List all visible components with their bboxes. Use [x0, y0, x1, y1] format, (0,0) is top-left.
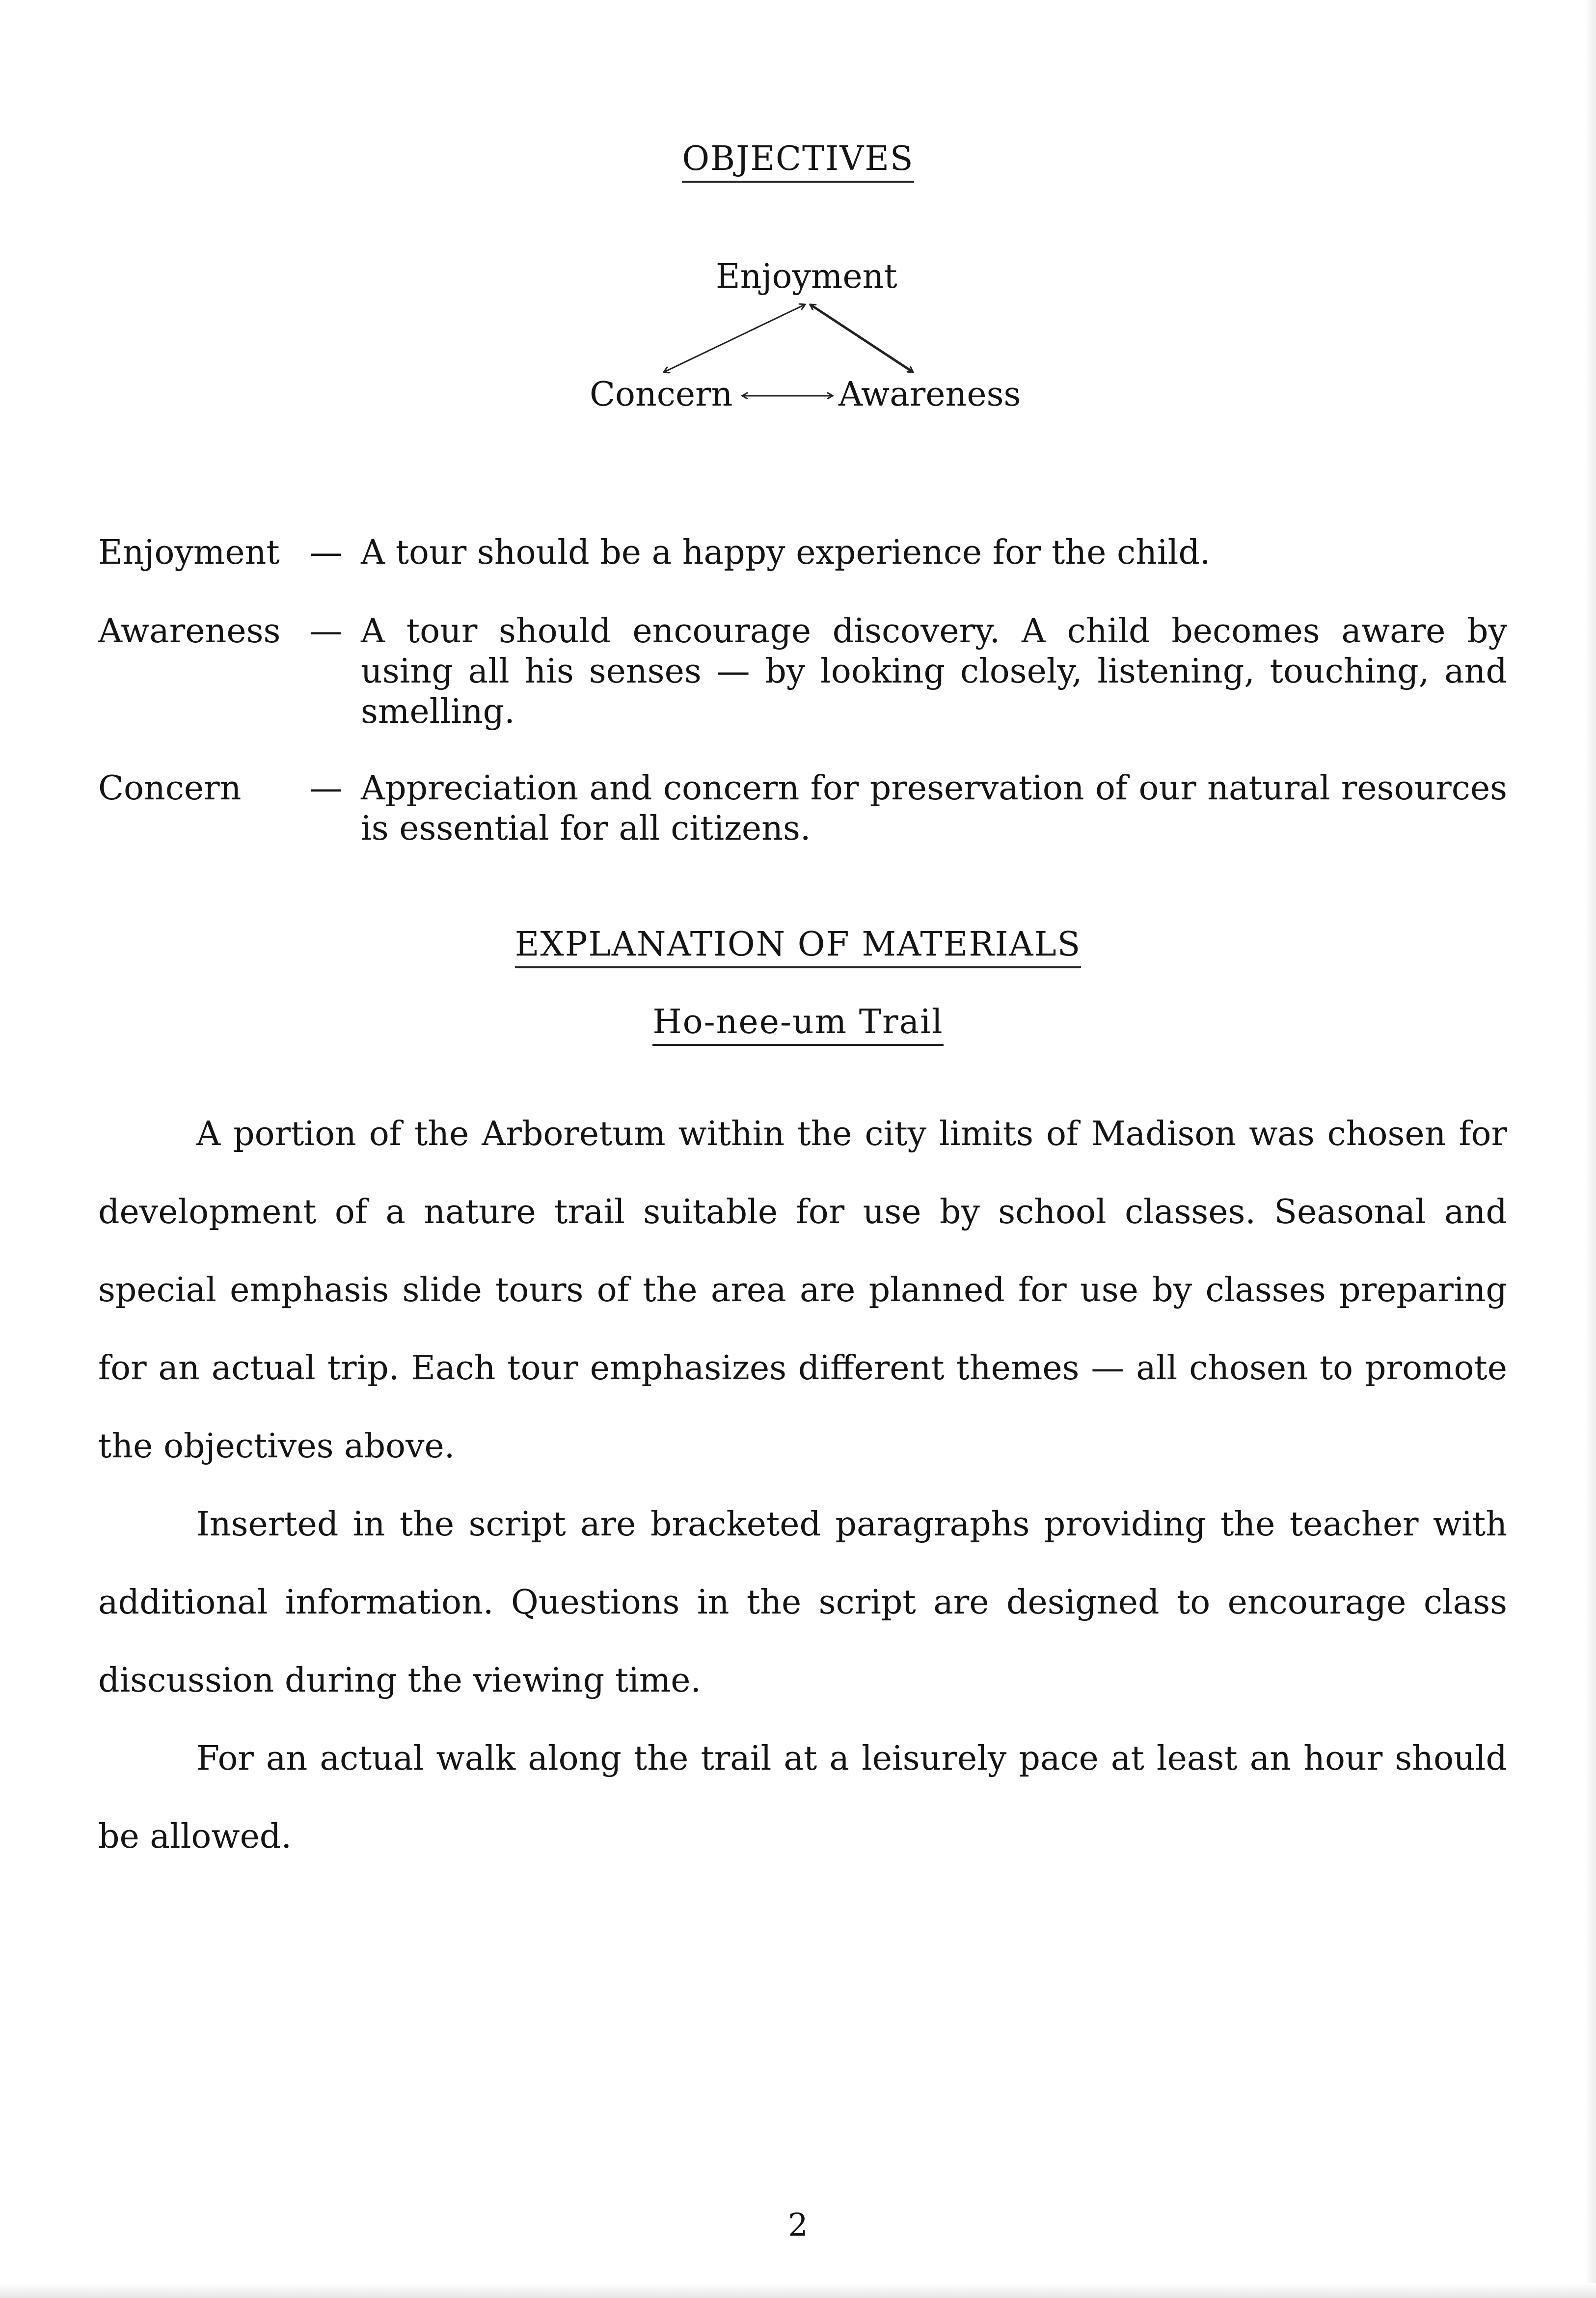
definition-text: A tour should be a happy experience for the child. — [361, 533, 1211, 572]
page-bottom-shadow — [0, 2283, 1596, 2298]
trail-subheading — [0, 1003, 1596, 1046]
diagram-label-concern: Concern — [590, 375, 733, 414]
definition-dash: — — [309, 612, 343, 651]
objectives-heading — [0, 139, 1596, 183]
definition-dash: — — [309, 769, 343, 808]
trail-subheading-text: Ho-nee-um Trail — [652, 1006, 943, 1046]
arrow-enjoyment-awareness — [810, 304, 913, 372]
body-paragraph: Inserted in the script are bracketed paragraphs providing the teacher with additional information. Questions in the script are designed to encourage class discussion during the viewing time. — [98, 1505, 1507, 1700]
page-edge-shadow — [1585, 0, 1596, 2298]
definition-term: Awareness — [98, 612, 281, 651]
objectives-heading-text: OBJECTIVES — [682, 142, 914, 183]
definition-dash: — — [309, 533, 343, 572]
body-paragraph: For an actual walk along the trail at a leisurely pace at least an hour should be allowed. — [98, 1739, 1507, 1856]
materials-heading — [0, 925, 1596, 968]
definition-term: Enjoyment — [98, 533, 280, 572]
arrow-enjoyment-concern — [664, 304, 805, 372]
materials-body — [98, 1095, 1507, 1876]
definition-text: Appreciation and concern for preservation of our natural resources is essential for all citizens. — [361, 769, 1507, 848]
diagram-label-enjoyment: Enjoyment — [716, 257, 897, 296]
diagram-label-awareness: Awareness — [839, 375, 1021, 414]
page-number: 2 — [788, 2207, 808, 2243]
body-paragraph: A portion of the Arboretum within the city limits of Madison was chosen for development of a nature trail suitable for use by school classes. Seasonal and special emphasis slide tours of the area are planned for use by classes preparing for an actual trip. Each tour emphasizes different themes — all chosen to promote the objectives above. — [98, 1115, 1507, 1466]
materials-heading-text: EXPLANATION OF MATERIALS — [515, 928, 1082, 968]
objectives-diagram — [579, 250, 1051, 417]
definition-text: A tour should encourage discovery. A child becomes aware by using all his senses — by looking closely, listening, touching, and smelling. — [361, 612, 1507, 731]
definition-term: Concern — [98, 769, 242, 808]
